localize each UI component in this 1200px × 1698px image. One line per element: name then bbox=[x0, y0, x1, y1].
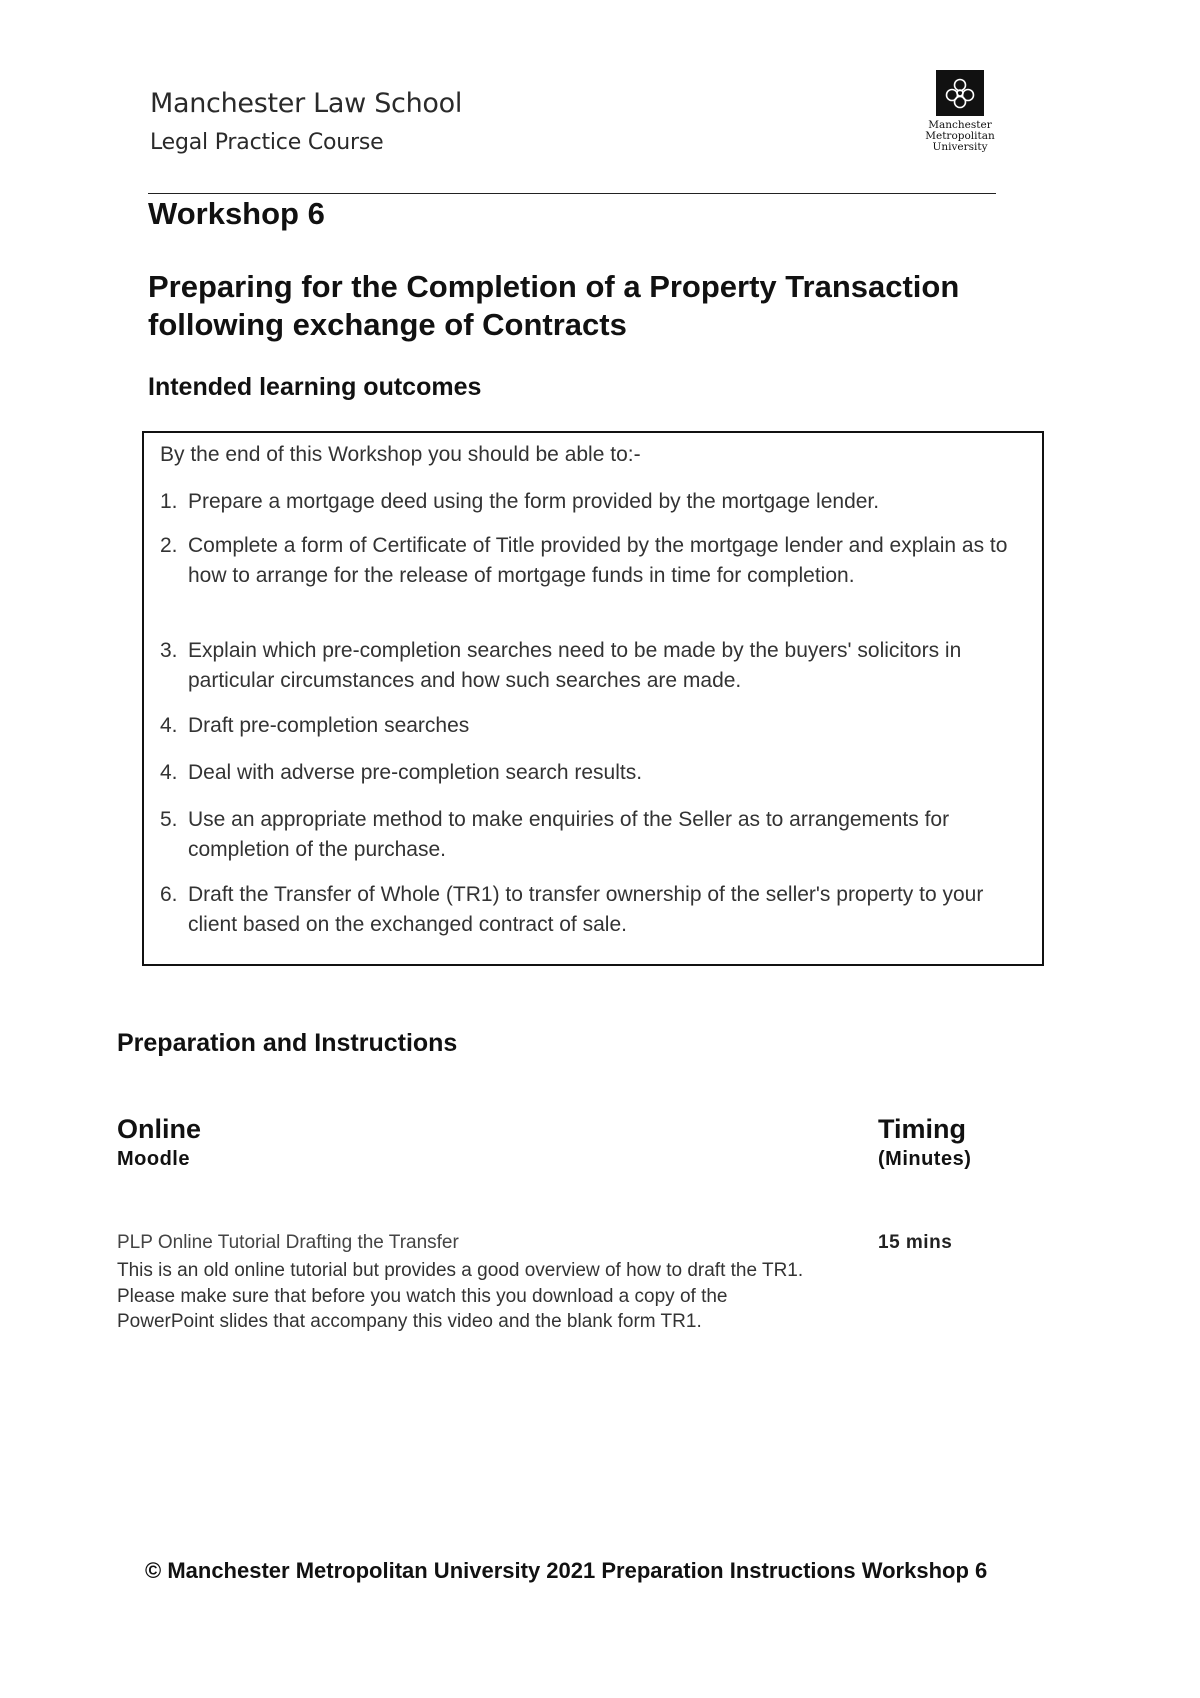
outcome-item bbox=[160, 758, 1010, 788]
learning-outcomes-box bbox=[142, 431, 1044, 966]
copyright-footer: © Manchester Metropolitan University 2021 Preparation Instructions Workshop 6 bbox=[145, 1558, 988, 1583]
outcome-text: Explain which pre-completion searches need to be made by the buyers' solicitors in particular circumstances and how such searches are made. bbox=[188, 639, 962, 692]
timing-column-subheader: (Minutes) bbox=[878, 1148, 972, 1170]
outcome-text: Draft pre-completion searches bbox=[188, 714, 470, 737]
tutorial-description: This is an old online tutorial but provides a good overview of how to draft the TR1. Please make sure that before you watch this you download a copy of the PowerPoint slides that accompany this video and the blank form TR1. bbox=[117, 1260, 804, 1332]
outcome-item bbox=[160, 487, 1010, 517]
tutorial-title: PLP Online Tutorial Drafting the Transfer bbox=[117, 1232, 459, 1253]
outcome-text: Deal with adverse pre-completion search results. bbox=[188, 761, 643, 784]
course-name: Legal Practice Course bbox=[150, 130, 384, 155]
learning-outcomes-heading: Intended learning outcomes bbox=[148, 373, 482, 401]
tutorial-timing: 15 mins bbox=[878, 1232, 953, 1253]
outcome-text: Use an appropriate method to make enquiries of the Seller as to arrangements for completion of the purchase. bbox=[188, 808, 950, 861]
outcome-number: 1. bbox=[160, 490, 178, 513]
page-title: Preparing for the Completion of a Property Transaction following exchange of Contracts bbox=[148, 269, 960, 342]
online-column-header: Online bbox=[117, 1114, 202, 1144]
online-column-subheader: Moodle bbox=[117, 1148, 190, 1170]
timing-column-header: Timing bbox=[878, 1114, 967, 1144]
university-logo bbox=[910, 70, 1010, 153]
outcome-text: Complete a form of Certificate of Title provided by the mortgage lender and explain as to how to arrange for the release of mortgage funds in time for completion. bbox=[188, 534, 1008, 587]
outcome-item bbox=[160, 636, 1010, 696]
outcome-item bbox=[160, 880, 1010, 940]
outcome-text: Draft the Transfer of Whole (TR1) to transfer ownership of the seller's property to your client based on the exchanged contract of sale. bbox=[188, 883, 984, 936]
outcomes-intro: By the end of this Workshop you should be able to:- bbox=[160, 443, 641, 466]
outcome-number: 3. bbox=[160, 639, 178, 662]
outcome-number: 5. bbox=[160, 808, 178, 831]
outcome-item bbox=[160, 805, 1010, 865]
outcome-number: 4. bbox=[160, 714, 178, 737]
university-crest-icon bbox=[936, 70, 984, 116]
outcome-number: 2. bbox=[160, 534, 178, 557]
outcome-item bbox=[160, 711, 1010, 741]
logo-text-line3: University bbox=[932, 141, 988, 153]
outcome-number: 6. bbox=[160, 883, 178, 906]
logo-text-line2: Metropolitan bbox=[925, 130, 995, 142]
logo-wordmark bbox=[910, 120, 1010, 153]
logo-text-line1: Manchester bbox=[928, 119, 992, 131]
school-name: Manchester Law School bbox=[150, 88, 463, 119]
preparation-heading: Preparation and Instructions bbox=[117, 1029, 458, 1057]
workshop-title: Workshop 6 bbox=[148, 196, 325, 231]
outcome-text: Prepare a mortgage deed using the form provided by the mortgage lender. bbox=[188, 490, 880, 513]
header-divider bbox=[148, 193, 996, 194]
outcome-item bbox=[160, 531, 1010, 591]
outcome-number: 4. bbox=[160, 761, 178, 784]
